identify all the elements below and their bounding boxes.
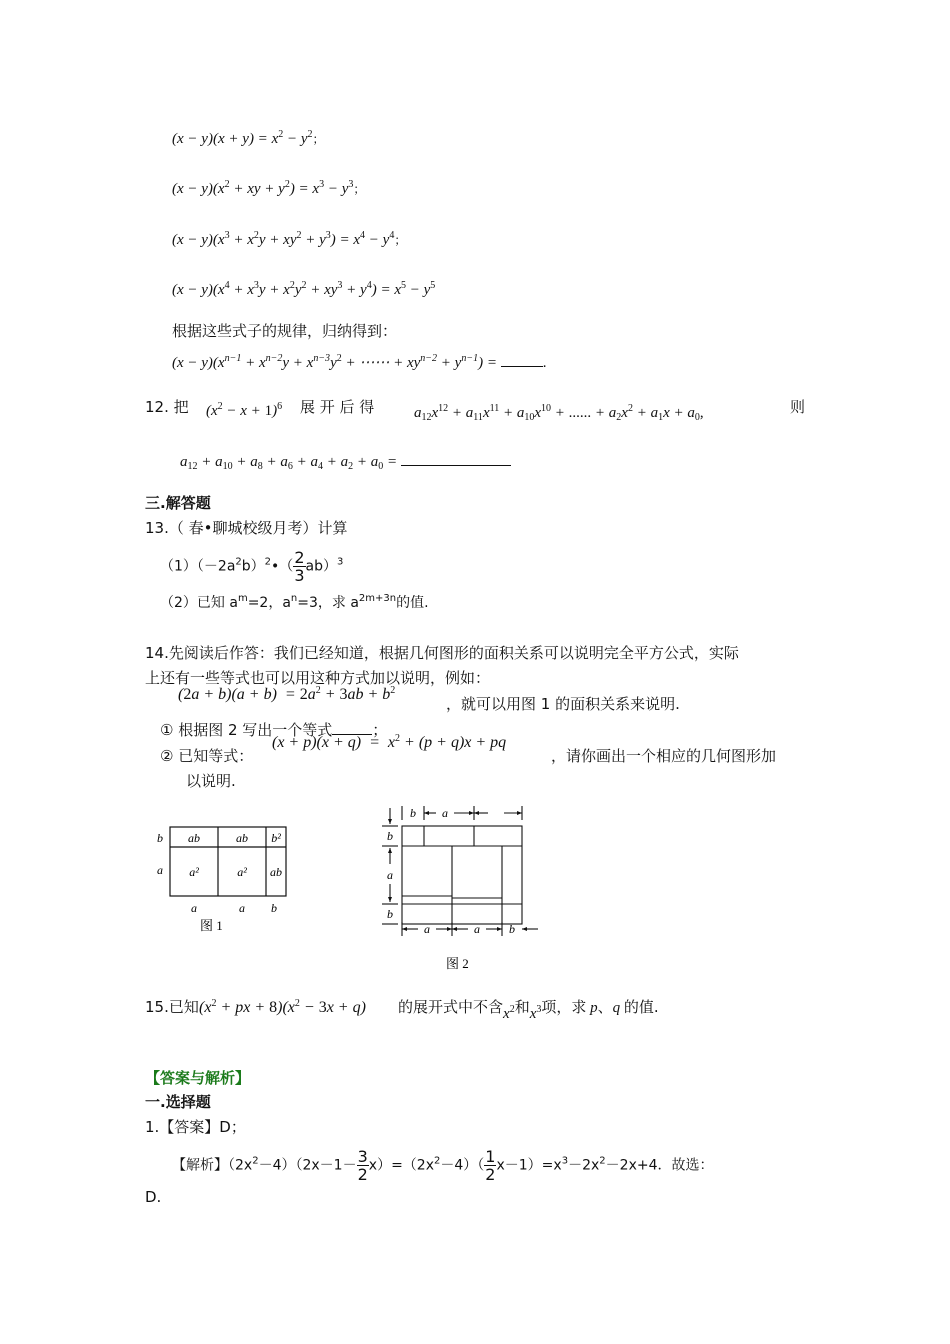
fig1-side-a: a [157, 863, 163, 877]
q12-sum: $a_{12} + a_{10} + a_8 + a_6 + a_4 + a_2 + a_0$ = [180, 454, 511, 471]
q12-expansion: $a_{12}x^{12} + a_{11}x^{11} + a_{10}x^{10}$ + ...... + $a_2x^2 + a_1x + a_0$, [414, 403, 704, 423]
q11-general-equation: $(x - y)(x^{n-1} + x^{n-2}y + x^{n-3}y^2$ + ⋯⋯ + $xy^{n-2} + y^{n-1}$) = . [172, 353, 547, 371]
equation-2: $(x - y)(x^2$ + xy + $y^2) = x^3 - y^3$； [172, 179, 366, 197]
fig2-bottom-b: b [509, 922, 515, 936]
fig2-top-b: b [410, 806, 416, 820]
fig2-left-b1: b [387, 829, 393, 843]
fig2-left-a: a [387, 868, 393, 882]
q15-tail: 项，求 [541, 998, 587, 1016]
q14-item2-line2: 以说明. [186, 772, 236, 790]
fig1-caption: 图 1 [200, 918, 223, 933]
q15-sep: 、 [597, 998, 613, 1016]
q15-text: 的展开式中不含$x^2$和$x^3$项，求 p、q 的值. [398, 998, 659, 1022]
q14-example-tail: ，就可以用图 1 的面积关系来说明. [446, 695, 680, 713]
q14-item1-text: ① 根据图 2 写出一个等式 [160, 721, 333, 739]
answer-1: 1.【答案】D； [145, 1118, 246, 1136]
fraction-3-2: $\frac{3}{2}$ [357, 1147, 368, 1184]
q14-line2: 上还有一些等式也可以用这种方式加以说明，例如： [145, 669, 491, 687]
q14-example-eq: $(2a + b)(a + b) = 2a^2 + 3ab + b^2$ [178, 685, 396, 703]
q15-end: 的值. [623, 998, 659, 1016]
answer-1-label: 【解析】（2x [172, 1157, 253, 1174]
fig1-cell-4: a² [189, 865, 199, 879]
equation-3: $(x - y)(x^3 + x^2y + xy^2 + y^3) = x^4 - y^4$； [172, 230, 407, 248]
section-3-title: 三.解答题 [145, 494, 211, 512]
q13-part1: $(1)(-2a^2b)^2•$（ $\frac{2}{3}$ ab）$^3$ [160, 548, 344, 585]
fig1-cell-5: a² [237, 865, 247, 879]
answer-1-explanation: 【解析】$(2x^2-4)(2x-1-$ $\frac{3}{2}$ $x)=(2x^2-4)$（ $\frac{1}{2}$ $x-1)=x^3-2x^2-2x+4$．故选： [172, 1147, 714, 1184]
fig2-bottom-a2: a [474, 922, 480, 936]
fig1-bottom-a2: a [239, 901, 245, 915]
q14-item2-tail: ，请你画出一个相应的几何图形加 [551, 747, 777, 765]
figure-2 [378, 800, 548, 975]
q13-part1-label: （1）（－2a [160, 558, 236, 575]
q13-part2-start: （2）已知 a [160, 595, 238, 611]
fig2-left-b2: b [387, 907, 393, 921]
q12-ba: 把 [173, 398, 189, 416]
q15-mid: 的展开式中不含 [398, 998, 504, 1016]
q13-part2-end: 的值. [396, 595, 429, 611]
fig1-cell-1: ab [188, 831, 200, 845]
equation-4: $(x - y)(x^4 + x^3y + x^2y^2 + xy^3 + y^4) = x^5 - y^5$ [172, 280, 436, 298]
fig1-cell-6: ab [270, 865, 282, 879]
q13-part2: （2）已知 $a^m=2$，$a^n=3$，求 $a^{2m+3n}$的值. [160, 593, 429, 611]
fig1-cell-2: ab [236, 831, 248, 845]
equation-1: $(x - y)(x + y) = x^2 - y^2$； [172, 129, 325, 147]
q13-title: 13.（ 春•聊城校级月考）计算 [145, 519, 348, 537]
q12-number [145, 396, 189, 417]
q12-expression: $(x^2 - x + 1)^6$ [206, 401, 283, 419]
q12-expand-text: 展 开 后 得 [300, 398, 375, 416]
fig1-side-b: b [157, 831, 163, 845]
q14-line1: 14.先阅读后作答：我们已经知道，根据几何图形的面积关系可以说明完全平方公式，实际 [145, 644, 739, 662]
fraction-1-2: $\frac{1}{2}$ [485, 1147, 496, 1184]
q12-ze: 则 [790, 398, 806, 416]
fig2-top-a: a [442, 806, 448, 820]
q14-item2-prefix: ② 已知等式： [160, 747, 254, 765]
q11-rule-text: 根据这些式子的规律，归纳得到： [172, 322, 398, 340]
q13-part2-mid1: =2，a [247, 595, 291, 611]
q15-prefix: 15.已知 [145, 998, 199, 1016]
answers-header: 【答案与解析】 [145, 1069, 251, 1087]
q13-part2-mid2: =3，求 a [297, 595, 359, 611]
q11-period: . [542, 355, 547, 371]
fig1-bottom-a1: a [191, 901, 197, 915]
q15-expression: ($x^2$ + px + $8)(x^2 - 3x + q)$ [199, 998, 366, 1016]
q14-item2-eq: $(x + p)(x + q) = x^2 + (p + q)x$ + pq [272, 733, 507, 751]
fig1-bottom-b: b [271, 901, 277, 915]
q15-and: 和 [514, 998, 530, 1016]
fig2-caption: 图 2 [446, 956, 469, 971]
q14-item1-end: ； [372, 721, 388, 739]
fig2-bottom-a1: a [424, 922, 430, 936]
q12-num: 12. [145, 398, 169, 416]
answers-section1: 一.选择题 [145, 1093, 211, 1111]
figure-1 [150, 820, 300, 938]
fraction-2-3: $\frac{2}{3}$ [294, 548, 305, 585]
answer-1-cont: D. [145, 1188, 162, 1206]
fig1-cell-3: b² [271, 831, 281, 845]
